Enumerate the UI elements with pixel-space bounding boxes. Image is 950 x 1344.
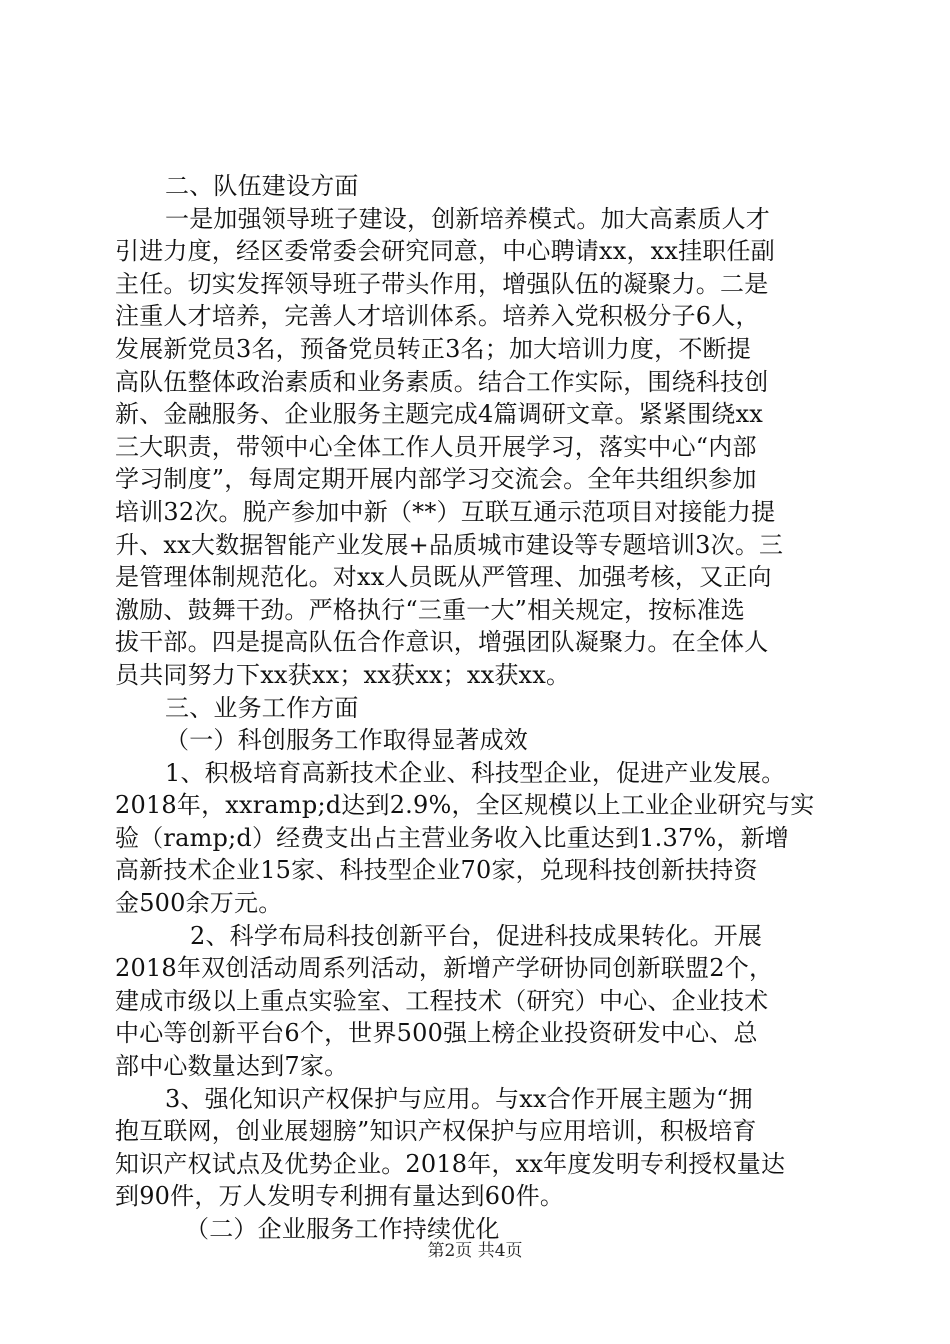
text-line: 知识产权试点及优势企业。2018年，xx年度发明专利授权量达 bbox=[115, 1149, 786, 1178]
text-line: 验（ramp;d）经费支出占主营业务收入比重达到1.37%，新增 bbox=[115, 823, 789, 852]
text-line: 2018年双创活动周系列活动，新增产学研协同创新联盟2个， bbox=[115, 954, 774, 983]
text-line: 新、金融服务、企业服务主题完成4篇调研文章。紧紧围绕xx bbox=[115, 400, 763, 429]
text-line: 培训32次。脱产参加中新（**）互联互通示范项目对接能力提 bbox=[115, 497, 776, 526]
text-line: 升、xx大数据智能产业发展+品质城市建设等专题培训3次。三 bbox=[115, 530, 784, 559]
text-line: 抱互联网，创业展翅膀”知识产权保护与应用培训，积极培育 bbox=[115, 1117, 757, 1146]
text-line: 2、科学布局科技创新平台，促进科技成果转化。开展 bbox=[190, 921, 763, 950]
text-line: 高队伍整体政治素质和业务素质。结合工作实际，围绕科技创 bbox=[115, 367, 769, 396]
text-line: 主任。切实发挥领导班子带头作用，增强队伍的凝聚力。二是 bbox=[115, 269, 769, 298]
text-line: 金500余万元。 bbox=[115, 889, 283, 918]
text-line: 建成市级以上重点实验室、工程技术（研究）中心、企业技术 bbox=[115, 986, 769, 1015]
text-line: 1、积极培育高新技术企业、科技型企业，促进产业发展。 bbox=[165, 758, 786, 787]
text-line: 高新技术企业15家、科技型企业70家，兑现科技创新扶持资 bbox=[115, 856, 758, 885]
text-line: 3、强化知识产权保护与应用。与xx合作开展主题为“拥 bbox=[165, 1084, 753, 1113]
text-line: 二、队伍建设方面 bbox=[165, 172, 359, 200]
text-line: 发展新党员3名，预备党员转正3名；加大培训力度，不断提 bbox=[115, 334, 751, 363]
text-line: 拔干部。四是提高队伍合作意识，增强团队凝聚力。在全体人 bbox=[115, 628, 769, 657]
text-line: （一）科创服务工作取得显著成效 bbox=[165, 726, 528, 755]
text-line: 注重人才培养，完善人才培训体系。培养入党积极分子6人， bbox=[115, 302, 760, 331]
text-line: 三、业务工作方面 bbox=[165, 693, 359, 722]
text-line: 是管理体制规范化。对xx人员既从严管理、加强考核，又正向 bbox=[115, 563, 772, 592]
page-footer: 第2页 共4页 bbox=[427, 1241, 523, 1261]
text-line: 学习制度”，每周定期开展内部学习交流会。全年共组织参加 bbox=[115, 465, 757, 494]
text-line: （二）企业服务工作持续优化 bbox=[185, 1215, 500, 1243]
text-line: 部中心数量达到7家。 bbox=[115, 1052, 349, 1081]
text-line: 中心等创新平台6个，世界500强上榜企业投资研发中心、总 bbox=[115, 1019, 758, 1048]
text-line: 2018年，xxramp;d达到2.9%，全区规模以上工业企业研究与实 bbox=[115, 791, 815, 820]
text-line: 引进力度，经区委常委会研究同意，中心聘请xx，xx挂职任副 bbox=[115, 237, 775, 266]
text-line: 一是加强领导班子建设，创新培养模式。加大高素质人才 bbox=[165, 204, 770, 233]
text-line: 到90件，万人发明专利拥有量达到60件。 bbox=[115, 1182, 565, 1211]
document-body bbox=[115, 170, 835, 1246]
text-line: 员共同努力下xx获xx；xx获xx；xx获xx。 bbox=[115, 660, 571, 689]
text-line: 激励、鼓舞干劲。严格执行“三重一大”相关规定，按标准选 bbox=[115, 595, 745, 624]
text-line: 三大职责，带领中心全体工作人员开展学习，落实中心“内部 bbox=[115, 432, 757, 461]
